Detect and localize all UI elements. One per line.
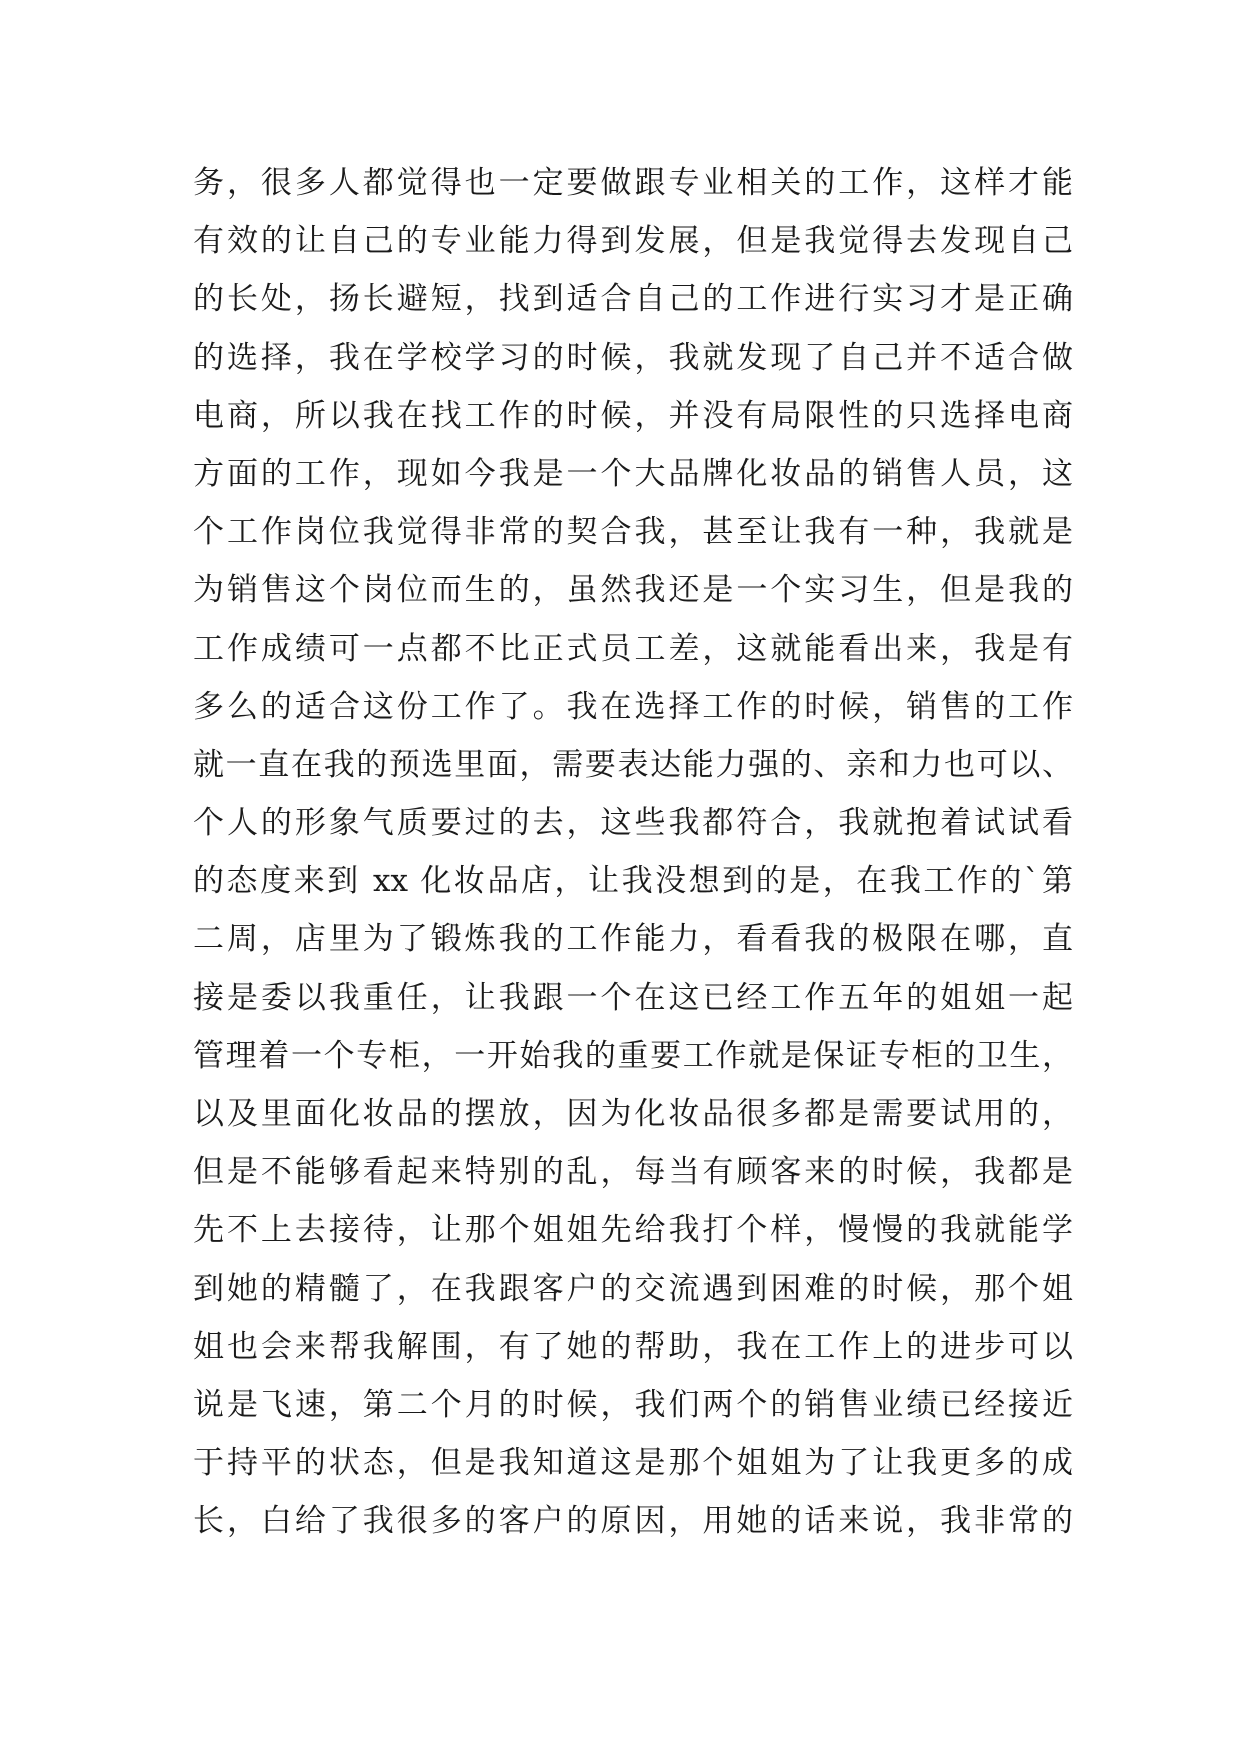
text-line: 有效的让自己的专业能力得到发展，但是我觉得去发现自己 (193, 223, 1073, 260)
text-line: 务，很多人都觉得也一定要做跟专业相关的工作，这样才能 (193, 165, 1073, 201)
text-line: 于持平的状态，但是我知道这是那个姐姐为了让我更多的成 (193, 1445, 1073, 1482)
text-line: 到她的精髓了，在我跟客户的交流遇到困难的时候，那个姐 (193, 1270, 1073, 1307)
body-text (193, 163, 1073, 1560)
text-line: 为销售这个岗位而生的，虽然我还是一个实习生，但是我的 (193, 572, 1073, 609)
text-line: 管理着一个专柜，一开始我的重要工作就是保证专柜的卫生， (193, 1037, 1073, 1074)
text-line: 接是委以我重任，让我跟一个在这已经工作五年的姐姐一起 (193, 979, 1073, 1016)
text-line: 个工作岗位我觉得非常的契合我，甚至让我有一种，我就是 (193, 514, 1073, 551)
text-line: 方面的工作，现如今我是一个大品牌化妆品的销售人员，这 (193, 455, 1073, 492)
text-line: 姐也会来帮我解围，有了她的帮助，我在工作上的进步可以 (193, 1328, 1073, 1365)
text-line: 的长处，扬长避短，找到适合自己的工作进行实习才是正确 (193, 281, 1073, 318)
text-line: 二周，店里为了锻炼我的工作能力，看看我的极限在哪，直 (193, 921, 1073, 958)
text-line: 电商，所以我在找工作的时候，并没有局限性的只选择电商 (193, 397, 1073, 434)
text-line: 个人的形象气质要过的去，这些我都符合，我就抱着试试看 (193, 805, 1073, 842)
text-line: 就一直在我的预选里面，需要表达能力强的、亲和力也可以、 (193, 746, 1073, 783)
text-line: 以及里面化妆品的摆放，因为化妆品很多都是需要试用的， (193, 1096, 1073, 1132)
text-line: 说是飞速，第二个月的时候，我们两个的销售业绩已经接近 (193, 1386, 1073, 1423)
text-line: 但是不能够看起来特别的乱，每当有顾客来的时候，我都是 (193, 1154, 1073, 1191)
text-line: 的选择，我在学校学习的时候，我就发现了自己并不适合做 (193, 339, 1073, 376)
text-line: 长，白给了我很多的客户的原因，用她的话来说，我非常的 (193, 1503, 1073, 1540)
text-line: 的态度来到 xx 化妆品店，让我没想到的是，在我工作的`第 (193, 863, 1073, 900)
text-line: 多么的适合这份工作了。我在选择工作的时候，销售的工作 (193, 688, 1073, 725)
text-line: 先不上去接待，让那个姐姐先给我打个样，慢慢的我就能学 (193, 1212, 1073, 1249)
text-line: 工作成绩可一点都不比正式员工差，这就能看出来，我是有 (193, 630, 1073, 667)
